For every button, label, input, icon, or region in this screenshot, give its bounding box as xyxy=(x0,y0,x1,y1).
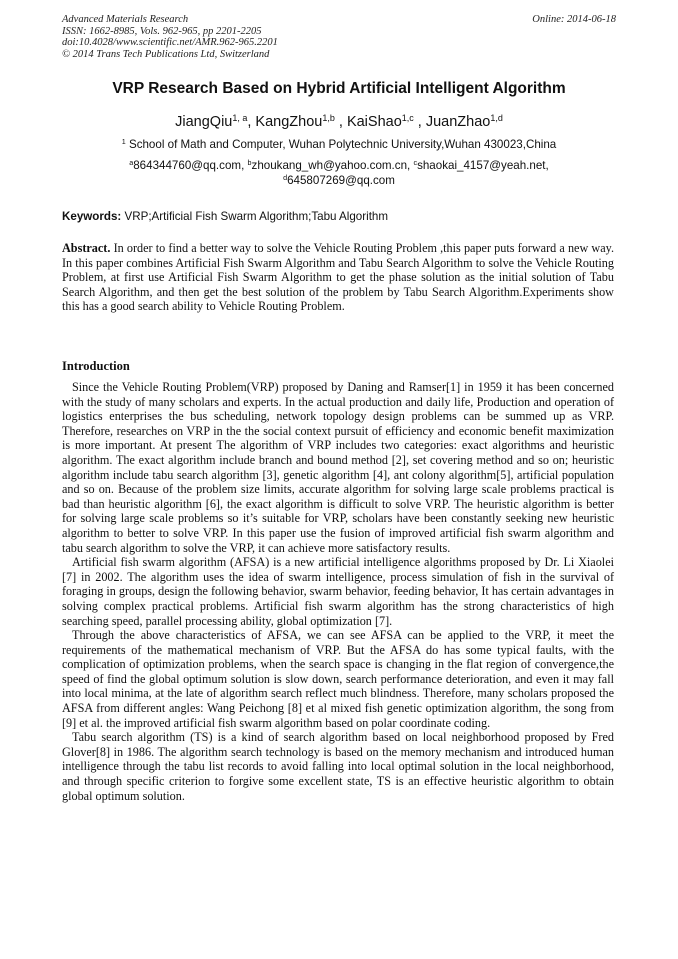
journal-header xyxy=(62,14,616,60)
email-list: $^a$864344760@qq.com, $^b$zhoukang_wh@yahoo.com.cn, $^c$shaokai_4157@yeah.net, $^d$645807269@qq.com xyxy=(129,158,549,187)
intro-paragraph: Through the above characteristics of AFSA, we can see AFSA can be applied to the VRP, it meet the requirements of the mathematical mechanism of VRP. But the AFSA do has some typical faults, with the complication of optimization problems, when the search space is changing in the flat region of convergence,the speed of find the global optimum solution is slow down, search performance deterioration, and even it may fall into local minima, at the late of algorithm search reflect much blindness. Therefore, many scholars proposed the AFSA from different angles: Wang Peichong [8] et al mixed fish genetic optimization algorithm, the song from [9] et al. the improved artificial fish swarm algorithm based on polar coordinate coding. xyxy=(62,628,614,730)
email-d[interactable]: 645807269@qq.com xyxy=(287,174,395,187)
author-name: KangZhou xyxy=(255,114,323,130)
keywords-text: VRP;Artificial Fish Swarm Algorithm;Tabu Algorithm xyxy=(121,210,389,223)
introduction-body xyxy=(62,380,614,803)
author-sep: , xyxy=(413,114,426,130)
author-name: KaiShao xyxy=(346,114,402,130)
paper-title: VRP Research Based on Hybrid Artificial Intelligent Algorithm xyxy=(112,80,566,97)
doi-line: doi:10.4028/www.scientific.net/AMR.962-965.2201 xyxy=(62,37,278,48)
author-sep: , xyxy=(334,114,347,130)
affiliation xyxy=(0,138,678,151)
author-name: JuanZhao xyxy=(425,114,491,130)
email-c[interactable]: shaokai_4157@yeah.net xyxy=(417,159,546,172)
copyright-line: © 2014 Trans Tech Publications Ltd, Switzerland xyxy=(62,48,270,60)
author-affil-sup: 1,c xyxy=(401,113,414,124)
intro-paragraph: Since the Vehicle Routing Problem(VRP) proposed by Daning and Ramser[1] in 1959 it has been concerned with the study of many scholars and experts. In the actual production and daily life, Production and operation of logistics enterprises the bus scheduling, network topology design problems can be summed up as VRP. Therefore, researches on VRP in the the social context pursuit of efficiency and economic benefit maximization is more important. At present The algorithm of VRP includes two categories: exact algorithms and heuristic algorithm. The exact algorithm include branch and bound method [2], set covering method and so on; heuristic algorithm include tabu search algorithm [3], genetic algorithm [4], ant colony algorithm[5], artificial population and so on. Because of the problem size limits, accurate algorithm for solving large scale problems practical is bad than heuristic algorithm [6], the exact algorithm is difficult to solve VRP. The heuristic algorithm is better for solving large scale problems so it’s suitable for VRP, scholars have been constantly seeking new heuristic algorithm to better to solve VRP. In this paper use the fusion of improved artificial fish swarm algorithm and tabu search algorithm to solve the VRP, it can achieve more satisfactory results. xyxy=(62,380,614,555)
keywords-label: Keywords: xyxy=(62,210,122,223)
issn-line: ISSN: 1662-8985, Vols. 962-965, pp 2201-2205 xyxy=(62,25,262,37)
affiliation-sup: 1 xyxy=(121,137,126,147)
journal-name: Advanced Materials Research xyxy=(62,14,189,25)
abstract xyxy=(62,241,614,314)
section-heading-introduction: Introduction xyxy=(62,359,130,373)
author-name: JiangQiu xyxy=(175,114,233,130)
email-b[interactable]: zhoukang_wh@yahoo.com.cn xyxy=(251,159,408,172)
online-date: Online: 2014-06-18 xyxy=(532,14,616,25)
affiliation-text: School of Math and Computer, Wuhan Polytechnic University,Wuhan 430023,China xyxy=(125,138,557,151)
intro-paragraph: Tabu search algorithm (TS) is a kind of search algorithm based on local neighborhood proposed by Fred Glover[8] in 1986. The algorithm search technology is based on the memory mechanism and introduced human intelligence through the tabu list records to avoid falling into local optimal solution in the local neighborhood, and through specific criterion to forgive some excellent state, TS is an effective heuristic algorithm to obtain global optimum solution. xyxy=(62,730,614,803)
author-affil-sup: 1,d xyxy=(490,113,503,124)
abstract-label: Abstract. xyxy=(62,241,111,255)
author-sep: , xyxy=(247,114,256,130)
intro-paragraph: Artificial fish swarm algorithm (AFSA) is a new artificial intelligence algorithms proposed by Dr. Li Xiaolei [7] in 2002. The algorithm uses the idea of swarm intelligence, process simulation of fish in the survival of foraging in groups, design the following behavior, swarm behavior, feeding behavior, It has certain advantages in solving complex practical problems. Artificial fish swarm algorithm has the strong characteristics of high searching speed, parallel processing ability, global optimization [7]. xyxy=(62,555,614,628)
keywords xyxy=(62,210,616,223)
author-affil-sup: 1, a xyxy=(232,113,248,124)
author-list xyxy=(0,114,678,130)
abstract-text: In order to find a better way to solve the Vehicle Routing Problem ,this paper puts forward a new way. In this paper combines Artificial Fish Swarm Algorithm and Tabu Search Algorithm to solve the Vehicle Routing Problem, at first use Artificial Fish Swarm Algorithm to get the phase solution as the initial solution of Tabu Search Algorithm, and then get the best solution of the problem by Tabu Search Algorithm.Experiments show this has a good search ability to Vehicle Routing Problem. xyxy=(62,241,614,314)
author-affil-sup: 1,b xyxy=(322,113,335,124)
email-a[interactable]: 864344760@qq.com xyxy=(133,159,242,172)
